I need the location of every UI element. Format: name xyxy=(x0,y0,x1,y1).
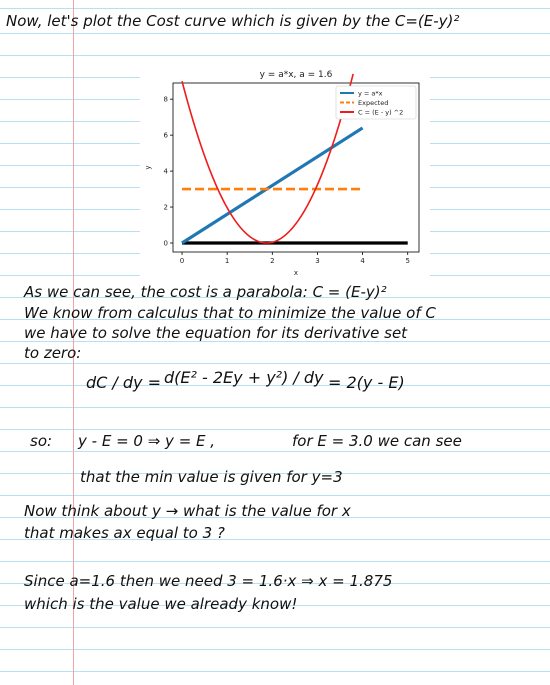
x-tick-label: 4 xyxy=(360,257,365,265)
so-label: so: xyxy=(30,432,53,450)
note-line-4: we have to solve the equation for its derivative set xyxy=(24,324,408,342)
y-axis-label: y xyxy=(144,165,152,170)
note-line-1: Now, let's plot the Cost curve which is given by the C=(E-y)² xyxy=(6,12,460,30)
note-line-8: Now think about y → what is the value for x xyxy=(24,502,351,520)
chart-figure xyxy=(140,64,430,280)
y-tick-label: 6 xyxy=(163,131,168,140)
so-expression: y - E = 0 ⇒ y = E , xyxy=(78,432,216,450)
note-line-7: that the min value is given for y=3 xyxy=(80,468,343,486)
note-line-2: As we can see, the cost is a parabola: C = (E-y)² xyxy=(24,283,387,301)
series-cost-curve xyxy=(182,74,353,243)
y-tick-label: 2 xyxy=(163,203,168,212)
derivative-rhs: = 2(y - E) xyxy=(328,373,405,392)
chart-title: y = a*x, a = 1.6 xyxy=(259,70,333,80)
note-line-3: We know from calculus that to minimize the value of C xyxy=(24,304,436,322)
note-line-5: to zero: xyxy=(24,344,82,362)
x-tick-label: 1 xyxy=(224,257,230,265)
series-linear-line xyxy=(182,128,363,243)
x-tick-label: 0 xyxy=(179,257,185,265)
x-tick-label: 3 xyxy=(315,257,320,265)
legend-label: Expected xyxy=(358,99,389,107)
derivative-middle: d(E² - 2Ey + y²) / dy xyxy=(164,368,324,387)
legend-label: y = a*x xyxy=(358,89,383,98)
note-line-10: Since a=1.6 then we need 3 = 1.6·x ⇒ x = 1.875 xyxy=(24,572,393,590)
so-tail: for E = 3.0 we can see xyxy=(292,432,462,450)
derivative-lhs: dC / dy = xyxy=(86,373,162,392)
y-tick-label: 8 xyxy=(163,95,168,104)
legend-label: C = (E - y) ^2 xyxy=(358,108,404,117)
y-tick-label: 4 xyxy=(163,167,168,176)
x-axis-label: x xyxy=(293,269,299,277)
x-tick-label: 2 xyxy=(270,257,275,265)
chart-svg xyxy=(140,64,430,280)
y-tick-label: 0 xyxy=(163,239,168,248)
x-tick-label: 5 xyxy=(405,257,410,265)
note-line-11: which is the value we already know! xyxy=(24,595,298,613)
note-line-9: that makes ax equal to 3 ? xyxy=(24,524,225,542)
